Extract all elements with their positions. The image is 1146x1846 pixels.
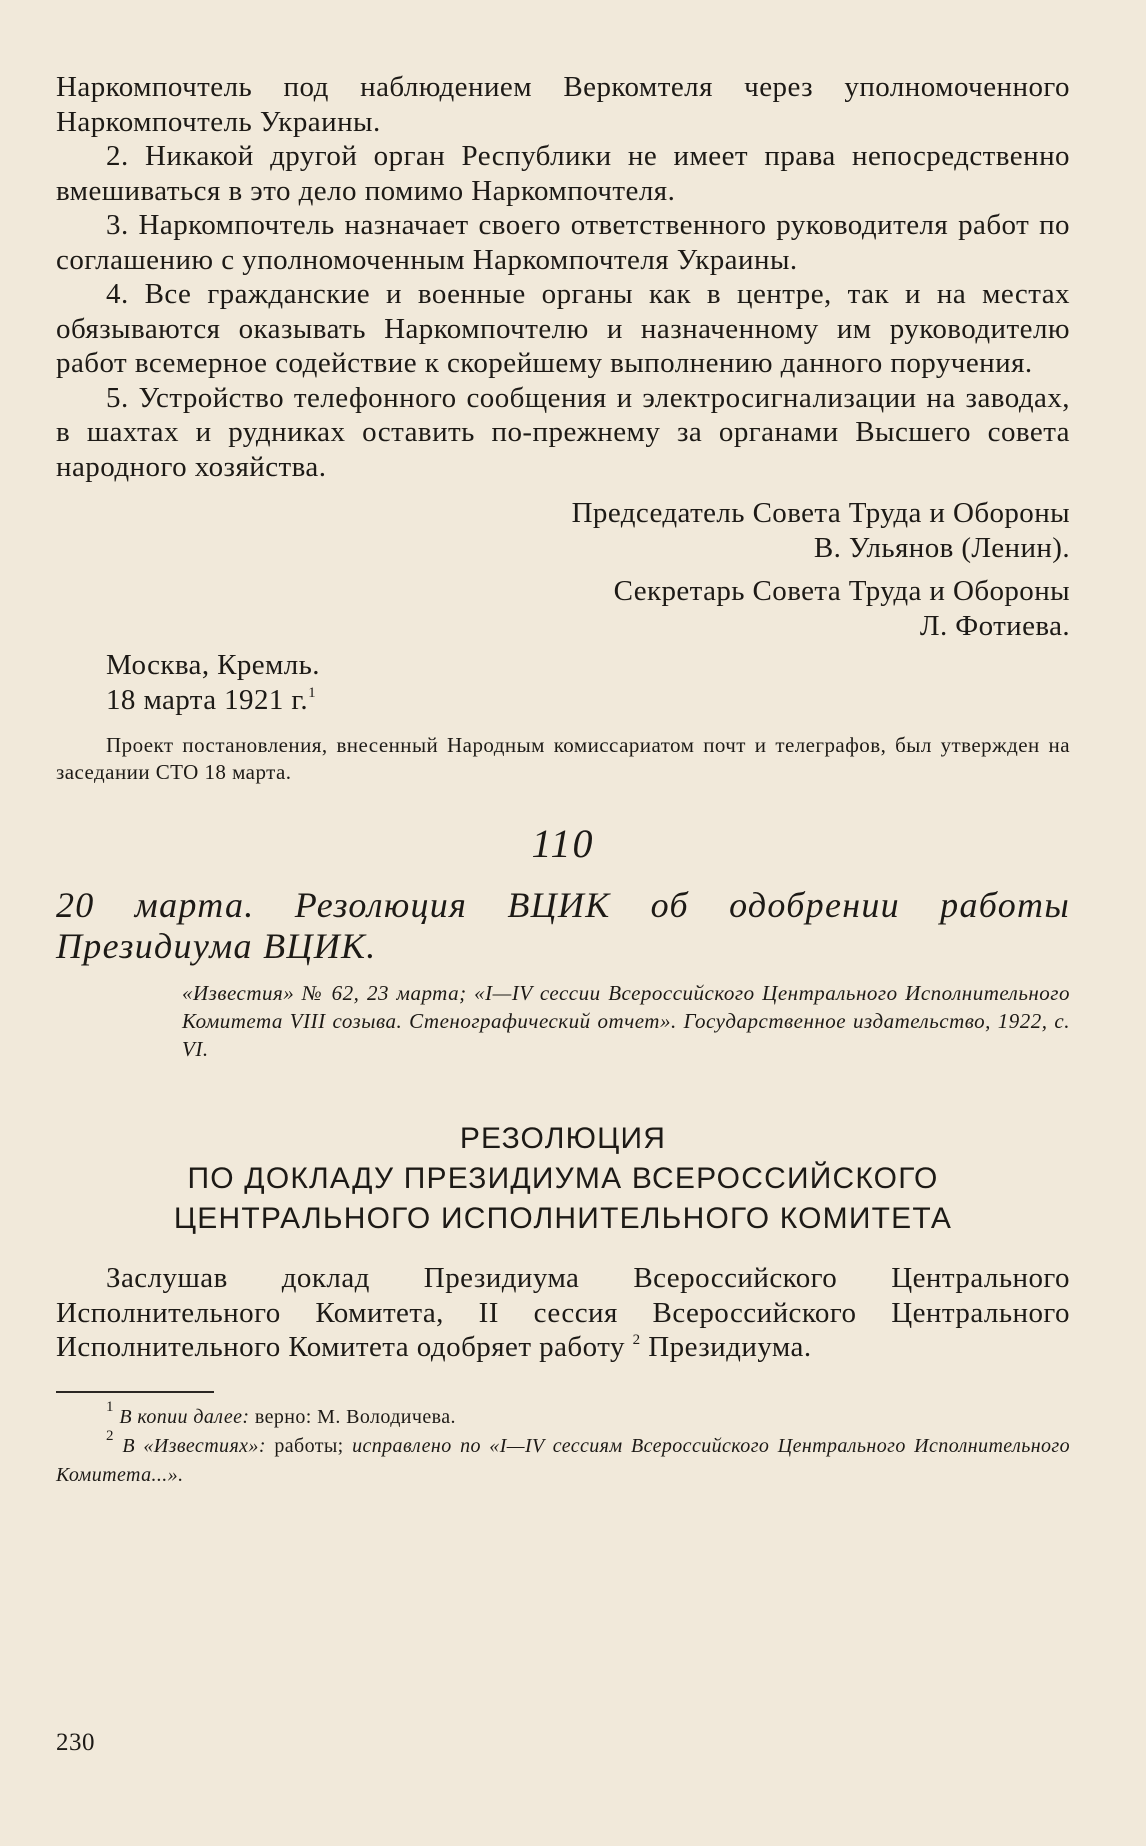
paragraph-item-4: 4. Все гражданские и военные органы как в центре, так и на местах обязываются оказывать Наркомпочтелю и назначенному им руководителю работ всемерное содействие к скорейшему выполнению данного поручения. xyxy=(56,278,1070,379)
paragraph-continuation: Наркомпочтель под наблюдением Веркомтеля через уполномоченного Наркомпочтель Украины. xyxy=(56,71,1070,138)
date: 18 марта 1921 г.$^1$ xyxy=(106,684,316,716)
secretary-title: Секретарь Совета Труда и Обороны xyxy=(613,575,1070,607)
chair-title: Председатель Совета Труда и Обороны xyxy=(571,497,1070,529)
paragraph-item-2: 2. Никакой другой орган Республики не имеет права непосредственно вмешиваться в это дело помимо Наркомпочтеля. xyxy=(56,140,1070,207)
resolution-text: Заслушав доклад Президиума Всероссийского Центрального Исполнительного Комитета, II сессия Всероссийского Центрального Исполнительного Комитета одобряет работу $^2$ Президиума. xyxy=(56,1262,1070,1363)
page-body xyxy=(56,70,1070,1490)
chair-name: В. Ульянов (Ленин). xyxy=(813,532,1070,564)
paragraph-item-5: 5. Устройство телефонного сообщения и электросигнализации на заводах, в шахтах и рудниках оставить по-прежнему за органами Высшего совета народного хозяйства. xyxy=(56,381,1070,483)
footnote-divider xyxy=(56,1391,214,1393)
document-number: 110 xyxy=(531,821,595,866)
footnote-1: $^1$ В копии далее: верно: М. Володичева. xyxy=(106,1398,456,1428)
footnote-ref-1: 1 xyxy=(308,685,316,701)
page-number: 230 xyxy=(56,1729,95,1756)
document-source: «Известия» № 62, 23 марта; «I—IV сессии Всероссийского Центрального Исполнительного Комитета VIII созыва. Стенографический отчет». Государственное издательство, 1922, с. VI. xyxy=(182,981,1070,1061)
place-date xyxy=(106,648,1070,718)
heading-line-3: ЦЕНТРАЛЬНОГО ИСПОЛНИТЕЛЬНОГО КОМИТЕТА xyxy=(173,1202,953,1235)
heading-line-2: ПО ДОКЛАДУ ПРЕЗИДИУМА ВСЕРОССИЙСКОГО xyxy=(187,1162,939,1195)
signature-block xyxy=(56,496,1070,644)
secretary-name: Л. Фотиева. xyxy=(919,610,1070,642)
footnote-ref-2: 2 xyxy=(632,1332,641,1348)
heading-resolution: РЕЗОЛЮЦИЯ xyxy=(459,1122,667,1155)
document-title: 20 марта. Резолюция ВЦИК об одобрении работы Президиума ВЦИК. xyxy=(56,885,1070,966)
footnote-2: $^2$ В «Известиях»: работы; исправлено по «I—IV сессиям Всероссийского Центрального Исполнительного Комитета...». xyxy=(56,1427,1071,1486)
editorial-note: Проект постановления, внесенный Народным комиссариатом почт и телеграфов, был утвержден на заседании СТО 18 марта. xyxy=(56,733,1070,784)
paragraph-item-3: 3. Наркомпочтель назначает своего ответственного руководителя работ по соглашению с уполномоченным Наркомпочтеля Украины. xyxy=(56,209,1070,276)
place: Москва, Кремль. xyxy=(106,649,320,681)
